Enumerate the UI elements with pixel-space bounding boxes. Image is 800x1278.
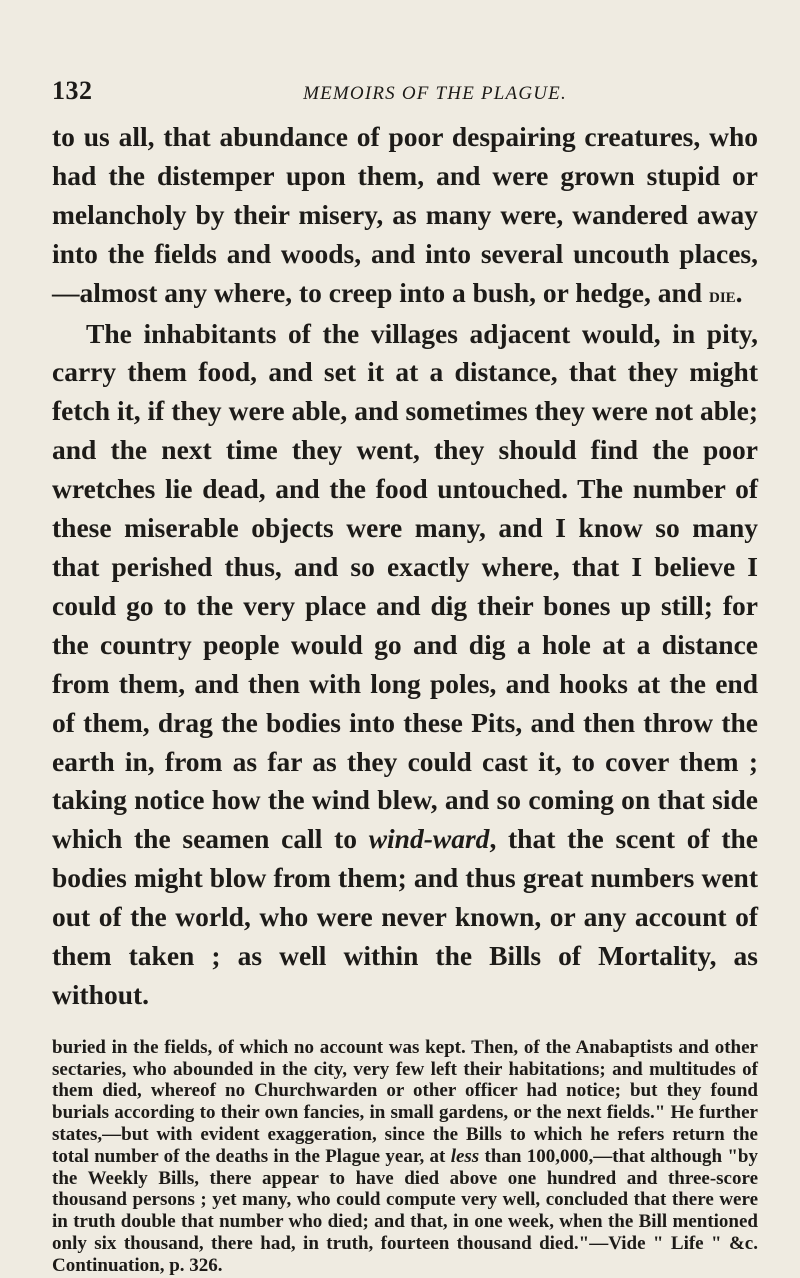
less-italic: less <box>450 1145 480 1167</box>
main-text <box>52 118 758 1015</box>
paragraph-continued <box>52 118 758 315</box>
die-smallcaps: die <box>708 281 736 307</box>
paragraph-2-part2: , that the scent of the bodies might blow from them; and thus great numbers went out of the world, who were never known, or any account of them taken ; as well within the Bills of Mortality, as without. <box>52 823 758 1010</box>
page-number: 132 <box>52 76 93 105</box>
paragraph-1-text: to us all, that abundance of poor despairing creatures, who had the distemper upon them, and were grown stupid or melancholy by their misery, as many were, wandered away into the fields and woods, and into several uncouth places,—almost any where, to creep into a bush, or hedge, and <box>52 121 758 308</box>
wind-ward-italic: wind-ward <box>368 823 490 855</box>
paragraph-1-end: . <box>735 276 743 308</box>
footnote-part1: buried in the fields, of which no account was kept. Then, of the Anabaptists and other sectaries, who abounded in the city, very few left their habitations; and multitudes of them died, whereof no Churchwarden or other officer had notice; but they found burials according to their own fancies, in small gardens, or the next fields." He further states,—but with evident exaggeration, since the Bills to which he refers return the total number of the deaths in the Plague year, at <box>52 1036 758 1167</box>
paragraph-2-part1: The inhabitants of the villages adjacent would, in pity, carry them food, and set it at a distance, that they might fetch it, if they were able, and sometimes they were not able; and the next time they went, they should find the poor wretches lie dead, and the food untouched. The number of these miserable objects were many, and I know so many that perished thus, and so exactly where, that I believe I could go to the very place and dig their bones up still; for the country people would go and dig a hole at a distance from them, and then with long poles, and hooks at the end of them, drag the bodies into these Pits, and then throw the earth in, from as far as they could cast it, to cover them ; taking notice how the wind blew, and so coming on that side which the seamen call to <box>52 317 758 855</box>
footnote-paragraph <box>52 1037 758 1277</box>
running-head <box>52 78 758 110</box>
footnote-part2: than 100,000,—that although "by the Weekly Bills, there appear to have died above one hundred and three-score thousand persons ; yet many, who could compute very well, concluded that there were in truth double that number who died; and that, in one week, when the Bill mentioned only six thousand, there had, in truth, fourteen thousand died."—Vide " Life " &c. Continuation, p. 326. <box>52 1145 758 1276</box>
footnote <box>52 1037 758 1277</box>
running-title: MEMOIRS OF THE PLAGUE. <box>303 83 567 104</box>
paragraph-2 <box>52 315 758 1015</box>
